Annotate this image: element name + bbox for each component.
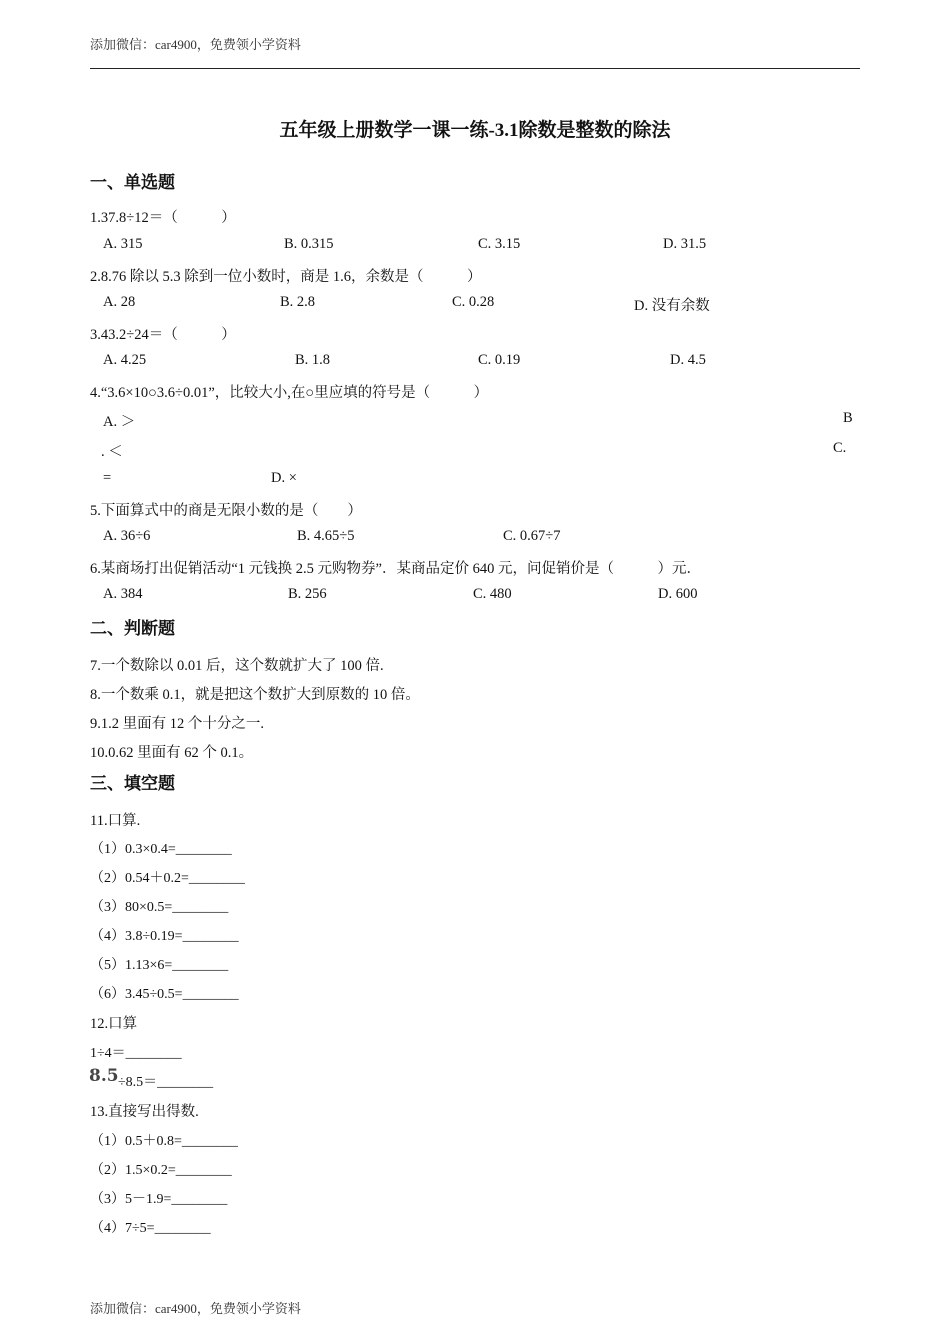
question-4-option-b-symbol[interactable]: . ＜ xyxy=(101,444,123,460)
section-heading-single-choice: 一、单选题 xyxy=(90,173,175,193)
question-4-option-b-letter[interactable]: B xyxy=(843,410,853,426)
question-12-fraction-prefix: 8.5 xyxy=(89,1066,119,1086)
question-6-option-b[interactable]: B. 256 xyxy=(288,586,327,602)
question-2-option-c[interactable]: C. 0.28 xyxy=(452,294,495,310)
question-1-option-a[interactable]: A. 315 xyxy=(103,236,143,252)
question-11-item-3[interactable]: （3）80×0.5=________ xyxy=(90,900,229,915)
question-9: 9.1.2 里面有 12 个十分之一. xyxy=(90,716,264,732)
question-13-item-3[interactable]: （3）5－1.9=________ xyxy=(90,1192,228,1207)
question-2-option-a[interactable]: A. 28 xyxy=(103,294,136,310)
question-6-stem: 6.某商场打出促销活动“1 元钱换 2.5 元购物券”．某商品定价 640 元，问促销价是（ ）元． xyxy=(90,561,701,577)
question-11-stem: 11.口算. xyxy=(90,813,141,829)
question-5-option-b[interactable]: B. 4.65÷5 xyxy=(297,528,355,544)
question-13-item-4[interactable]: （4）7÷5=________ xyxy=(90,1221,211,1236)
question-6-option-a[interactable]: A. 384 xyxy=(103,586,143,602)
question-7: 7.一个数除以 0.01 后，这个数就扩大了 100 倍. xyxy=(90,658,384,674)
question-13-item-2[interactable]: （2）1.5×0.2=________ xyxy=(90,1163,232,1178)
question-6-option-c[interactable]: C. 480 xyxy=(473,586,512,602)
question-2-option-d[interactable]: D. 没有余数 xyxy=(634,298,710,314)
question-11-item-5[interactable]: （5）1.13×6=________ xyxy=(90,958,229,973)
question-1-option-d[interactable]: D. 31.5 xyxy=(663,236,707,252)
question-5-stem: 5.下面算式中的商是无限小数的是（ ） xyxy=(90,503,362,519)
question-13-item-1[interactable]: （1）0.5＋0.8=________ xyxy=(90,1134,238,1149)
question-11-item-6[interactable]: （6）3.45÷0.5=________ xyxy=(90,987,239,1002)
question-2-stem: 2.8.76 除以 5.3 除到一位小数时，商是 1.6，余数是（ ） xyxy=(90,269,482,285)
question-11-item-1[interactable]: （1）0.3×0.4=________ xyxy=(90,842,232,857)
section-heading-fill-in: 三、填空题 xyxy=(90,774,175,794)
question-1-option-c[interactable]: C. 3.15 xyxy=(478,236,521,252)
section-heading-true-false: 二、判断题 xyxy=(90,619,175,639)
question-1-stem: 1.37.8÷12＝（ ） xyxy=(90,210,236,226)
question-8: 8.一个数乘 0.1，就是把这个数扩大到原数的 10 倍。 xyxy=(90,687,420,703)
page-header: 添加微信：car4900，免费领小学资料 xyxy=(90,37,301,52)
question-11-item-2[interactable]: （2）0.54＋0.2=________ xyxy=(90,871,245,886)
question-4-stem: 4.“3.6×10○3.6÷0.01”，比较大小,在○里应填的符号是（ ） xyxy=(90,385,489,401)
question-3-option-a[interactable]: A. 4.25 xyxy=(103,352,147,368)
page-title: 五年级上册数学一课一练-3.1除数是整数的除法 xyxy=(279,120,671,141)
question-3-option-b[interactable]: B. 1.8 xyxy=(295,352,331,368)
question-4-option-c-letter[interactable]: C. xyxy=(833,440,847,456)
question-2-option-b[interactable]: B. 2.8 xyxy=(280,294,316,310)
question-5-option-a[interactable]: A. 36÷6 xyxy=(103,528,151,544)
question-3-option-d[interactable]: D. 4.5 xyxy=(670,352,706,368)
question-4-option-c-symbol[interactable]: = xyxy=(103,470,112,486)
question-13-stem: 13.直接写出得数. xyxy=(90,1104,199,1120)
question-4-option-a[interactable]: A. ＞ xyxy=(103,414,136,430)
question-11-item-4[interactable]: （4）3.8÷0.19=________ xyxy=(90,929,239,944)
question-12-item-1[interactable]: 1÷4＝________ xyxy=(90,1046,182,1061)
question-12-item-2[interactable]: ÷8.5＝________ xyxy=(118,1075,214,1090)
question-3-option-c[interactable]: C. 0.19 xyxy=(478,352,521,368)
header-divider xyxy=(90,68,860,69)
question-4-option-d[interactable]: D. × xyxy=(271,470,297,486)
question-12-stem: 12.口算 xyxy=(90,1016,138,1032)
question-1-option-b[interactable]: B. 0.315 xyxy=(284,236,334,252)
question-10: 10.0.62 里面有 62 个 0.1。 xyxy=(90,745,254,761)
question-6-option-d[interactable]: D. 600 xyxy=(658,586,698,602)
question-5-option-c[interactable]: C. 0.67÷7 xyxy=(503,528,561,544)
page-footer: 添加微信：car4900，免费领小学资料 xyxy=(90,1301,301,1316)
question-3-stem: 3.43.2÷24＝（ ） xyxy=(90,327,236,343)
